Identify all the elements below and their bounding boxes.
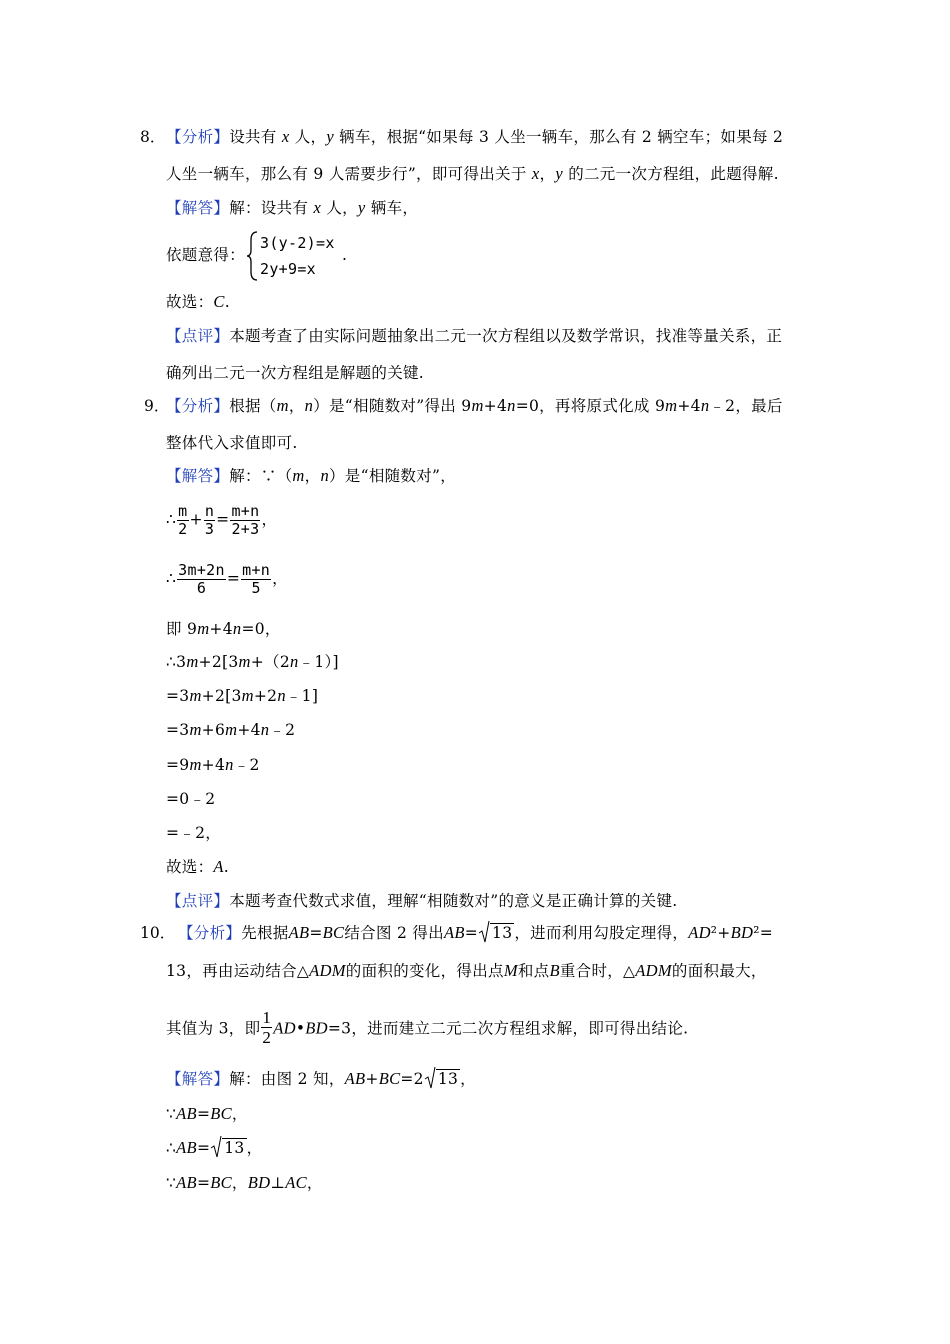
q10-analysis-line-1: 【分析】先根据AB=BC结合图 2 得出AB= 13 ，进而利用勾股定理得，AD²+BD²= [178, 923, 774, 942]
q9-step-4: =9m+4n﹣2 [166, 755, 260, 774]
q9-comment: 【点评】本题考查代数式求值，理解“相随数对”的意义是正确计算的关键. [166, 892, 678, 910]
sqrt-13: 13 [478, 923, 514, 943]
comment-tag: 【点评】 [166, 327, 230, 345]
q9-analysis-line-1: 【分析】根据（m，n）是“相随数对”得出 9m+4n=0，再将原式化成 9m+4n﹣2，最后 [166, 396, 783, 415]
q8-choice: 故选：C. [166, 292, 230, 311]
left-brace-icon [245, 230, 259, 282]
question-number-8: 8． [140, 128, 166, 146]
q9-analysis-line-2: 整体代入求值即可. [166, 434, 298, 452]
q8-equation-2: 2y+9=x [260, 260, 316, 278]
question-number-9: 9． [144, 397, 170, 415]
q8-system-suffix: . [342, 246, 348, 264]
q9-step-2: =3m+2[3m+2n﹣1] [166, 686, 319, 705]
q8-system-prefix: 依题意得： [166, 246, 246, 264]
q9-step-6: =﹣2， [166, 824, 222, 842]
q10-step-3: ∵AB=BC，BD⊥AC， [166, 1173, 323, 1192]
q8-equation-1: 3(y-2)=x [260, 234, 335, 252]
q10-step-2: ∴AB= 13 ， [166, 1138, 263, 1157]
q9-choice: 故选：A. [166, 857, 230, 876]
q9-step-5: =0﹣2 [166, 790, 216, 808]
q9-answer-line: 【解答】解：∵（m，n）是“相随数对”， [166, 466, 457, 485]
q9-fraction-equation-1: ∴ $\frac{m}{2}$ + $\frac{n}{3}$ = $\frac{m+n}{2+3}$ ， [166, 502, 278, 538]
q9-step-1: ∴3m+2[3m+（2n﹣1）] [166, 652, 339, 671]
q9-step-ji: 即 9m+4n=0， [166, 619, 281, 638]
question-number-10: 10． [140, 924, 176, 942]
q10-answer-line: 【解答】解：由图 2 知，AB+BC=2 13 ， [166, 1069, 476, 1088]
q8-analysis-line-2: 人坐一辆车，那么有 9 人需要步行”，即可得出关于 x，y 的二元一次方程组，此题得解. [166, 164, 779, 183]
q8-comment-line-2: 确列出二元一次方程组是解题的关键. [166, 364, 425, 382]
q8-comment-line-1: 【点评】本题考查了由实际问题抽象出二元一次方程组以及数学常识，找准等量关系，正 [166, 327, 783, 345]
q10-step-1: ∵AB=BC， [166, 1104, 248, 1123]
answer-tag: 【解答】 [166, 199, 230, 217]
q9-fraction-equation-2: ∴ $\frac{3m+2n}{6}$ = $\frac{m+n}{5}$ ， [166, 561, 288, 597]
q10-analysis-line-2: 13，再由运动结合△ADM的面积的变化，得出点M和点B重合时，△ADM的面积最大， [166, 961, 767, 980]
q10-analysis-line-3: 其值为 3，即 $\frac{1}{2}$ AD•BD=3，进而建立二元二次方程组求解，即可得出结论. [166, 1008, 689, 1047]
q8-answer-line: 【解答】解：设共有 x 人，y 辆车， [166, 198, 419, 217]
analysis-tag: 【分析】 [166, 128, 230, 146]
q8-analysis-line-1: 【分析】设共有 x 人，y 辆车，根据“如果每 3 人坐一辆车，那么有 2 辆空车；如果每 2 [166, 127, 784, 146]
q9-step-3: =3m+6m+4n﹣2 [166, 720, 296, 739]
